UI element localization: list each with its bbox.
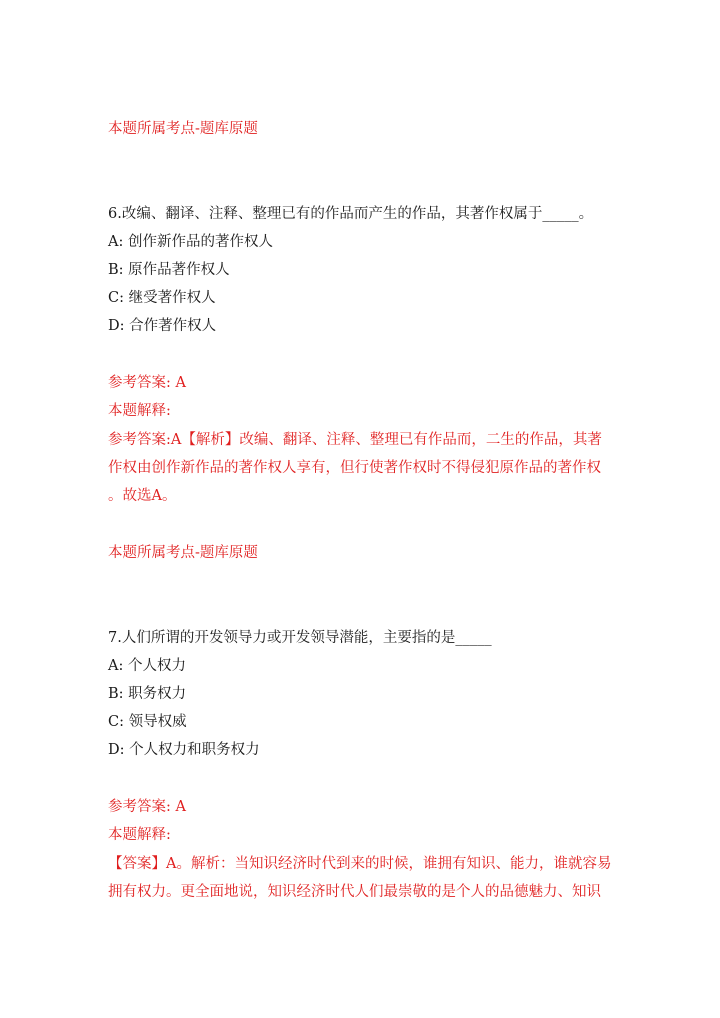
question-7-option-b: B: 职务权力	[108, 686, 187, 702]
question-7-explain-label: 本题解释:	[108, 827, 171, 843]
question-6-stem: 6.改编、翻译、注释、整理已有的作品而产生的作品，其著作权属于_____。	[108, 206, 594, 222]
question-6-option-b: B: 原作品著作权人	[108, 262, 230, 278]
question-7-option-d: D: 个人权力和职务权力	[108, 742, 260, 758]
question-7-explain-line: 【答案】A。解析：当知识经济时代到来的时候，谁拥有知识、能力，谁就容易	[108, 856, 612, 872]
source-label: 本题所属考点-题库原题	[108, 545, 258, 561]
question-7-stem: 7.人们所谓的开发领导力或开发领导潜能，主要指的是_____	[108, 630, 492, 646]
question-7-option-a: A: 个人权力	[108, 658, 186, 674]
question-7-explain-line: 拥有权力。更全面地说，知识经济时代人们最崇敬的是个人的品德魅力、知识	[108, 884, 601, 900]
question-6-explain-line: 作权由创作新作品的著作权人享有，但行使著作权时不得侵犯原作品的著作权	[108, 460, 601, 476]
source-label: 本题所属考点-题库原题	[108, 121, 258, 137]
question-6-answer: 参考答案: A	[108, 375, 186, 391]
question-7-option-c: C: 领导权威	[108, 714, 187, 730]
question-6-option-d: D: 合作著作权人	[108, 318, 217, 334]
question-7-answer: 参考答案: A	[108, 799, 186, 815]
question-6-explain-label: 本题解释:	[108, 403, 171, 419]
question-6-option-c: C: 继受著作权人	[108, 290, 216, 306]
question-6-option-a: A: 创作新作品的著作权人	[108, 234, 273, 250]
question-6-explain-line: 。故选A。	[108, 488, 177, 504]
question-6-explain-line: 参考答案:A【解析】改编、翻译、注释、整理已有作品而，二生的作品，其著	[108, 432, 602, 448]
